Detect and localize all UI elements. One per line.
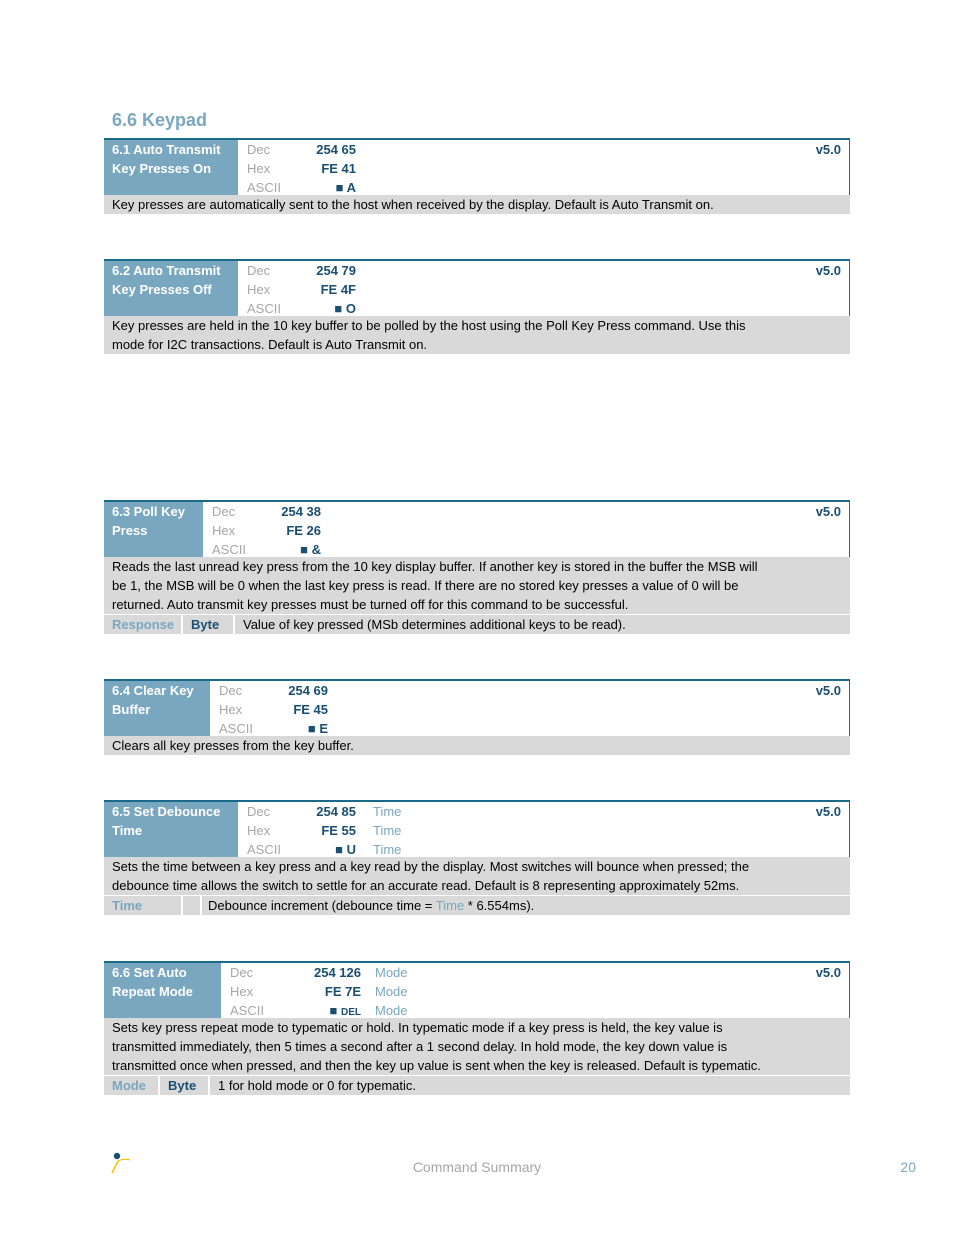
ascii-value: ■ A: [335, 180, 356, 195]
description-line: be 1, the MSB will be 0 when the last key press is read. If there are no stored key presses a value of 0 will be: [112, 578, 739, 593]
dec-value: 254 85: [316, 804, 356, 819]
hex-label: Hex: [247, 161, 271, 176]
parameter-name: Mode: [104, 1076, 160, 1095]
command-name: [104, 963, 221, 1018]
dec-label: Dec: [230, 965, 254, 980]
command-name-line2: Press: [112, 523, 148, 538]
ascii-value: [281, 1001, 361, 1022]
command-auto-transmit-off: [104, 259, 850, 354]
description-line: returned. Auto transmit key presses must be turned off for this command to be successful.: [112, 597, 629, 612]
description-line: Sets key press repeat mode to typematic or hold. In typematic mode if a key press is held, the key value is: [112, 1020, 723, 1035]
dec-value: 254 65: [316, 142, 356, 157]
description-line: Sets the time between a key press and a key read by the display. Most switches will bounce when pressed; the: [112, 859, 750, 874]
parameter-ref: Mode: [375, 984, 408, 999]
command-codes: [221, 963, 849, 1018]
footer-title: Command Summary: [412, 1159, 542, 1175]
command-auto-transmit-on: [104, 138, 850, 214]
version-badge: v5.0: [815, 142, 841, 157]
command-description: [104, 857, 850, 895]
parameter-ref: Time: [373, 842, 402, 857]
hex-value: FE 45: [293, 702, 328, 717]
ascii-value: ■ &: [300, 542, 321, 557]
parameter-ref: Time: [373, 804, 402, 819]
command-codes: [203, 502, 849, 557]
hex-label: Hex: [247, 282, 271, 297]
ascii-label: ASCII: [212, 542, 246, 557]
command-name-line1: 6.2 Auto Transmit: [112, 263, 221, 278]
version-badge: v5.0: [815, 683, 841, 698]
version-badge: v5.0: [815, 965, 841, 980]
hex-value: FE 26: [286, 523, 321, 538]
command-name-line1: 6.4 Clear Key: [112, 683, 194, 698]
parameter-name: Response: [104, 615, 183, 634]
parameter-desc-pre: Debounce increment (debounce time =: [208, 898, 436, 913]
parameter-row: [104, 896, 850, 915]
command-name-line2: Key Presses On: [112, 161, 212, 176]
command-name-line1: 6.5 Set Debounce: [112, 804, 221, 819]
command-name-line2: Repeat Mode: [112, 984, 193, 999]
command-header: [104, 961, 850, 1018]
parameter-desc-highlight: Time: [435, 898, 465, 913]
command-clear-key-buffer: [104, 679, 850, 755]
hex-label: Hex: [247, 823, 271, 838]
ascii-value: ■ O: [334, 301, 356, 316]
dec-value: 254 126: [314, 965, 361, 980]
command-name: [104, 140, 238, 195]
parameter-ref: Mode: [375, 965, 408, 980]
description-line: transmitted once when pressed, and then the key up value is sent when the key is released. Default is typematic.: [112, 1058, 761, 1073]
hex-label: Hex: [219, 702, 243, 717]
command-name: [104, 681, 210, 736]
ascii-label: ASCII: [230, 1003, 264, 1018]
command-name: [104, 502, 203, 557]
parameter-type: Byte: [183, 615, 235, 634]
parameter-row: [104, 1076, 850, 1095]
description-line: Reads the last unread key press from the 10 key display buffer. If another key is stored in the buffer the MSB will: [112, 559, 758, 574]
command-description: Clears all key presses from the key buffer.: [104, 736, 850, 755]
command-description: Key presses are automatically sent to the host when received by the display. Default is Auto Transmit on.: [104, 195, 850, 214]
command-name-line1: 6.1 Auto Transmit: [112, 142, 221, 157]
parameter-desc-post: * 6.554ms).: [464, 898, 535, 913]
ascii-symbol: ■: [329, 1003, 338, 1018]
parameter-description: 1 for hold mode or 0 for typematic.: [218, 1078, 416, 1093]
command-poll-key-press: [104, 500, 850, 634]
ascii-label: ASCII: [219, 721, 253, 736]
command-description: [104, 316, 850, 354]
parameter-type: Byte: [160, 1076, 210, 1095]
parameter-spacer: [183, 896, 202, 915]
command-codes: [238, 802, 849, 857]
command-header: [104, 800, 850, 857]
command-name-line1: 6.3 Poll Key: [112, 504, 185, 519]
section-title: 6.6 Keypad: [112, 110, 208, 130]
dec-value: 254 38: [281, 504, 321, 519]
ascii-value: ■ U: [335, 842, 356, 857]
parameter-name: Time: [104, 896, 183, 915]
command-name: [104, 261, 238, 316]
dec-label: Dec: [212, 504, 236, 519]
dec-value: 254 69: [288, 683, 328, 698]
command-set-auto-repeat-mode: [104, 961, 850, 1095]
dec-label: Dec: [247, 142, 271, 157]
dec-label: Dec: [247, 804, 271, 819]
parameter-ref: Time: [373, 823, 402, 838]
description-line: Key presses are held in the 10 key buffer to be polled by the host using the Poll Key Press command. Use this: [112, 318, 746, 333]
command-description: [104, 1018, 850, 1075]
version-badge: v5.0: [815, 263, 841, 278]
version-badge: v5.0: [815, 504, 841, 519]
ascii-label: ASCII: [247, 301, 281, 316]
ascii-del: DEL: [341, 1007, 361, 1018]
parameter-description: Value of key pressed (MSb determines additional keys to be read).: [243, 617, 626, 632]
command-name-line1: 6.6 Set Auto: [112, 965, 187, 980]
description-line: debounce time allows the switch to settle for an accurate read. Default is 8 representing approximately 52ms.: [112, 878, 740, 893]
command-codes: [238, 140, 849, 195]
version-badge: v5.0: [815, 804, 841, 819]
command-set-debounce-time: [104, 800, 850, 915]
command-name-line2: Buffer: [112, 702, 151, 717]
page-number: 20: [900, 1159, 916, 1175]
hex-value: FE 41: [321, 161, 356, 176]
parameter-description: [202, 896, 542, 915]
command-header: [104, 138, 850, 195]
hex-value: FE 55: [321, 823, 356, 838]
command-header: [104, 500, 850, 557]
dec-label: Dec: [247, 263, 271, 278]
command-name: [104, 802, 238, 857]
ascii-label: ASCII: [247, 842, 281, 857]
command-codes: [238, 261, 849, 316]
command-header: [104, 679, 850, 736]
hex-value: FE 7E: [324, 984, 361, 999]
hex-label: Hex: [230, 984, 254, 999]
parameter-row: [104, 615, 850, 634]
command-name-line2: Key Presses Off: [112, 282, 212, 297]
command-name-line2: Time: [112, 823, 143, 838]
description-line: transmitted immediately, then 5 times a second after a 1 second delay. In hold mode, the key down value is: [112, 1039, 728, 1054]
ascii-label: ASCII: [247, 180, 281, 195]
parameter-ref: Mode: [375, 1003, 408, 1018]
command-description: [104, 557, 850, 614]
hex-label: Hex: [212, 523, 236, 538]
command-codes: [210, 681, 849, 736]
command-header: [104, 259, 850, 316]
dec-label: Dec: [219, 683, 243, 698]
description-line: mode for I2C transactions. Default is Auto Transmit on.: [112, 337, 428, 352]
hex-value: FE 4F: [320, 282, 356, 297]
ascii-value: ■ E: [307, 721, 328, 736]
dec-value: 254 79: [316, 263, 356, 278]
